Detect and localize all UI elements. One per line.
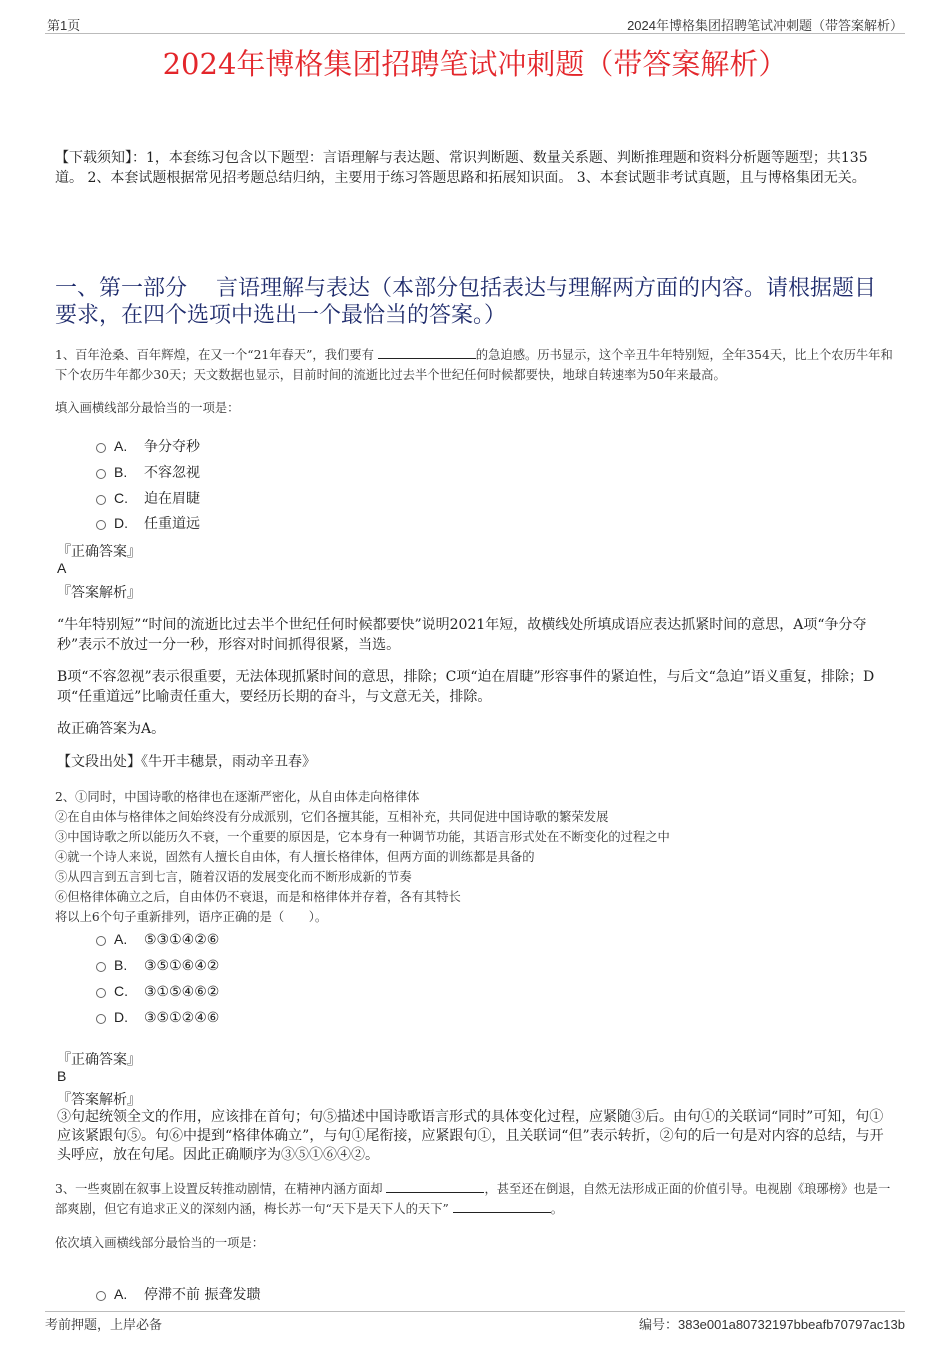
option-key: A. — [114, 438, 128, 454]
option-text: 争分夺秒 — [144, 439, 200, 455]
q1-answer-label: 『正确答案』 — [57, 544, 141, 560]
question-1-prompt: 填入画横线部分最恰当的一项是： — [55, 401, 240, 415]
question-3-prompt: 依次填入画横线部分最恰当的一项是： — [55, 1236, 265, 1250]
q2-analysis-label: 『答案解析』 — [57, 1092, 141, 1108]
footer-slogan: 考前押题，上岸必备 — [45, 1317, 163, 1332]
q2-line: ②在自由体与格律体之间始终没有分成派别，它们各擅其能，互相补充，共同促进中国诗歌的繁荣发展 — [55, 810, 609, 824]
option-key: D. — [114, 515, 128, 531]
header-divider — [45, 33, 905, 34]
q2-line: ③中国诗歌之所以能历久不衰，一个重要的原因是，它本身有一种调节功能，其语言形式处在不断变化的过程之中 — [55, 830, 670, 844]
q2-option-b[interactable] — [96, 957, 219, 974]
q1-analysis-label: 『答案解析』 — [57, 585, 141, 601]
q2-prompt: 将以上6个句子重新排列，语序正确的是（ ）。 — [55, 910, 328, 924]
q1-answer: A — [57, 560, 67, 576]
q1-analysis-para: B项“不容忽视”表示很重要，无法体现抓紧时间的意思，排除；C项“迫在眉睫”形容事件的紧迫性，与后文“急迫”语义重复，排除；D项“任重道远”比喻责任重大，要经历长期的奋斗，与文意无关，排除。 — [57, 669, 875, 705]
option-key: C. — [114, 490, 128, 506]
option-key: A. — [114, 931, 128, 947]
q2-line: ⑥但格律体确立之后，自由体仍不衰退，而是和格律体并存着，各有其特长 — [55, 890, 461, 904]
stem-text: 1、百年沧桑、百年辉煌，在又一个“21年春天”，我们要有 — [55, 348, 378, 362]
question-3-stem — [55, 1179, 900, 1219]
answer-blank — [378, 346, 476, 359]
radio-button[interactable] — [96, 520, 106, 530]
q1-conclusion: 故正确答案为A。 — [57, 721, 166, 737]
question-1-stem — [55, 345, 900, 385]
q2-line: ④就一个诗人来说，固然有人擅长自由体，有人擅长格律体，但两方面的训练都是具备的 — [55, 850, 535, 864]
option-text: ⑤③①④②⑥ — [144, 932, 220, 948]
download-notice: 【下载须知】：1，本套练习包含以下题型：言语理解与表达题、常识判断题、数量关系题、判断推理题和资料分析题等题型；共135道。 2、本套试题根据常见招考题总结归纳，主要用于练习答题思路和拓展知识面。 3、本套试题非考试真题，且与博格集团无关。 — [55, 150, 868, 186]
radio-button[interactable] — [96, 469, 106, 479]
q2-line: ⑤从四言到五言到七言，随着汉语的发展变化而不断形成新的节奏 — [55, 870, 412, 884]
option-key: C. — [114, 983, 128, 999]
q2-option-c[interactable] — [96, 983, 219, 1000]
q1-source: 【文段出处】《牛开丰穗景，雨动辛丑春》 — [57, 754, 316, 770]
option-text: 任重道远 — [144, 516, 200, 532]
radio-button[interactable] — [96, 495, 106, 505]
radio-button[interactable] — [96, 936, 106, 946]
option-text: ③⑤①⑥④② — [144, 958, 220, 974]
q1-option-a[interactable] — [96, 436, 200, 456]
header-doc-title: 2024年博格集团招聘笔试冲刺题（带答案解析） — [627, 18, 903, 33]
footer-divider — [45, 1311, 905, 1312]
q2-analysis: ③句起统领全文的作用，应该排在首句；句⑤描述中国诗歌语言形式的具体变化过程，应紧随③后。由句①的关联词“同时”可知，句①应该紧跟句⑤。句⑥中提到“格律体确立”，与句①尾衔接，应紧跟句①，且关联词“但”表示转折，②句的后一句是对内容的总结，与开头呼应，放在句尾。因此正确顺序为③⑤①⑥④②。 — [57, 1109, 884, 1163]
q2-answer: B — [57, 1068, 67, 1084]
option-key: D. — [114, 1009, 128, 1025]
q2-option-d[interactable] — [96, 1009, 219, 1026]
stem-text: ，甚至还在倒退，自然无法形成正面的价值引导。电视剧《琅琊榜》也是一部爽剧，但它有追求正义的深刻内涵，梅长苏一句“天下是天下人的天下” — [55, 1182, 891, 1216]
footer-doc-id: 编号：383e001a80732197bbeafb70797ac13b — [638, 1317, 905, 1332]
q1-option-b[interactable] — [96, 462, 200, 482]
answer-blank — [453, 1200, 551, 1213]
stem-text: 3、一些爽剧在叙事上设置反转推动剧情，在精神内涵方面却 — [55, 1182, 387, 1196]
radio-button[interactable] — [96, 1291, 106, 1301]
q1-option-c[interactable] — [96, 488, 200, 508]
q2-answer-label: 『正确答案』 — [57, 1052, 141, 1068]
q3-option-a[interactable] — [96, 1284, 260, 1304]
option-text: ③①⑤④⑥② — [144, 984, 220, 1000]
option-text: 迫在眉睫 — [144, 491, 200, 507]
answer-blank — [386, 1180, 484, 1193]
option-text: 停滞不前 振聋发聩 — [144, 1287, 261, 1303]
page-title: 2024年博格集团招聘笔试冲刺题（带答案解析） — [162, 47, 788, 81]
stem-text: 的急迫感。历书显示，这个辛丑牛年特别短，全年354天，比上个农历牛年和下个农历牛年都少30天；天文数据也显示，目前时间的流逝比过去半个世纪任何时候都要快，地球自转速率为50年来最高。 — [55, 348, 893, 382]
option-key: B. — [114, 464, 128, 480]
radio-button[interactable] — [96, 962, 106, 972]
option-text: ③⑤①②④⑥ — [144, 1010, 220, 1026]
page-number: 第1页 — [47, 18, 81, 33]
radio-button[interactable] — [96, 988, 106, 998]
stem-text: 。 — [550, 1202, 563, 1216]
section-heading: 一、第一部分 言语理解与表达（本部分包括表达与理解两方面的内容。请根据题目要求，在四个选项中选出一个最恰当的答案。） — [55, 276, 876, 328]
q2-option-a[interactable] — [96, 931, 219, 948]
radio-button[interactable] — [96, 1014, 106, 1024]
q1-analysis-para: “牛年特别短”“时间的流逝比过去半个世纪任何时候都要快”说明2021年短，故横线处所填成语应表达抓紧时间的意思，A项“争分夺秒”表示不放过一分一秒，形容对时间抓得很紧，当选。 — [57, 617, 867, 653]
option-key: B. — [114, 957, 128, 973]
q1-option-d[interactable] — [96, 513, 200, 533]
option-text: 不容忽视 — [144, 465, 200, 481]
radio-button[interactable] — [96, 443, 106, 453]
option-key: A. — [114, 1286, 128, 1302]
q2-line: 2、①同时，中国诗歌的格律也在逐渐严密化，从自由体走向格律体 — [55, 790, 420, 804]
